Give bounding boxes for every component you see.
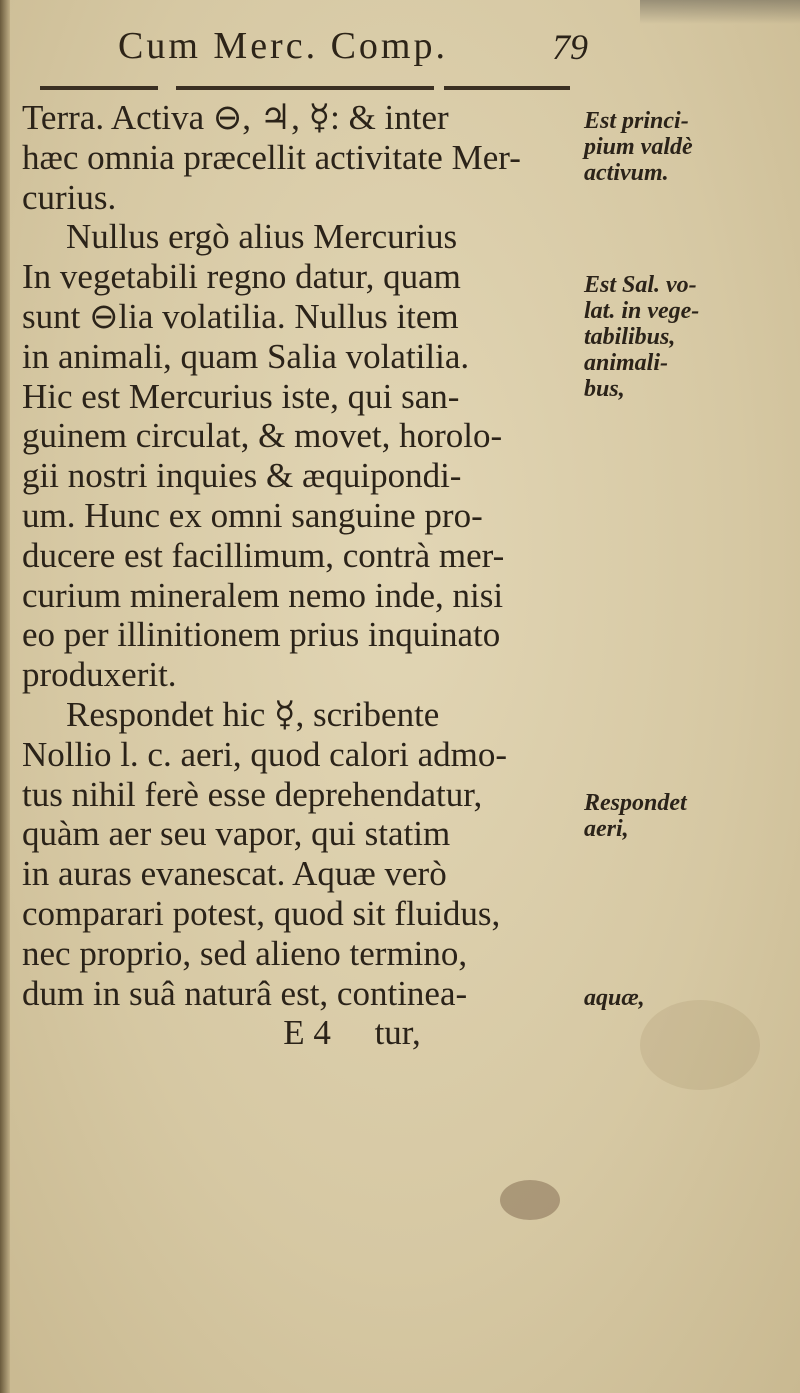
text-line: Nollio l. c. aeri, quod calori admo- xyxy=(22,734,507,774)
text-line: ducere est facillimum, contrà mer- xyxy=(22,535,505,575)
text-line: In vegetabili regno datur, quam xyxy=(22,257,461,297)
ink-blot xyxy=(500,1180,560,1220)
text-line: in animali, quam Salia volatilia. xyxy=(22,336,470,376)
text-line: um. Hunc ex omni sanguine pro- xyxy=(22,495,483,535)
body-text xyxy=(22,98,602,1053)
book-spine-edge xyxy=(0,0,10,1393)
text-line: hæc omnia præcellit activitate Mer- xyxy=(22,137,521,177)
text-line: produxerit. xyxy=(22,655,177,695)
marginal-note-line: Est princi- xyxy=(584,108,689,134)
text-line: Hic est Mercurius iste, qui san- xyxy=(22,376,460,416)
text-line: quàm aer seu vapor, qui statim xyxy=(22,814,451,854)
text-line: in auras evanescat. Aquæ verò xyxy=(22,854,447,894)
header-rule xyxy=(40,86,158,90)
text-line: dum in suâ naturâ est, continea- xyxy=(22,973,468,1013)
marginal-note-line: aquæ, xyxy=(584,985,645,1011)
marginal-note-line: Est Sal. vo- xyxy=(584,272,697,298)
marginal-note-line: animali- xyxy=(584,350,669,376)
marginal-note-line: pium valdè xyxy=(584,134,693,160)
marginal-note xyxy=(584,790,784,842)
corner-shadow xyxy=(640,0,800,24)
text-line: guinem circulat, & movet, horolo- xyxy=(22,416,503,456)
marginal-note-line: activum. xyxy=(584,160,669,186)
text-line: tus nihil ferè esse deprehendatur, xyxy=(22,774,483,814)
paper-stain xyxy=(640,1000,760,1090)
text-line: curium mineralem nemo inde, nisi xyxy=(22,575,504,615)
marginal-note xyxy=(584,985,784,1011)
text-line: nec proprio, sed alieno termino, xyxy=(22,933,468,973)
text-line: sunt ⊖lia volatilia. Nullus item xyxy=(22,296,459,336)
text-line: curius. xyxy=(22,177,117,217)
text-line: gii nostri inquies & æquipondi- xyxy=(22,456,462,496)
page-header xyxy=(118,24,588,76)
header-rule xyxy=(176,86,434,90)
running-head: Cum Merc. Comp. xyxy=(118,25,448,67)
marginal-note-line: bus, xyxy=(584,376,625,402)
text-line: eo per illinitionem prius inquinato xyxy=(22,615,501,655)
marginal-note-line: Respondet xyxy=(584,790,687,816)
signature-line: E 4 tur, xyxy=(283,1013,421,1053)
marginal-note-line: aeri, xyxy=(584,816,629,842)
text-line: comparari potest, quod sit fluidus, xyxy=(22,893,501,933)
text-line: Terra. Activa ⊖, ♃, ☿: & inter xyxy=(22,98,449,137)
marginal-note xyxy=(584,108,784,186)
marginal-note xyxy=(584,272,784,402)
text-line: Nullus ergò alius Mercurius xyxy=(66,217,458,257)
marginal-note-line: tabilibus, xyxy=(584,324,676,350)
marginal-note-line: lat. in vege- xyxy=(584,298,700,324)
text-line: Respondet hic ☿, scribente xyxy=(66,694,440,734)
page-number: 79 xyxy=(552,27,588,67)
header-rule xyxy=(444,86,570,90)
